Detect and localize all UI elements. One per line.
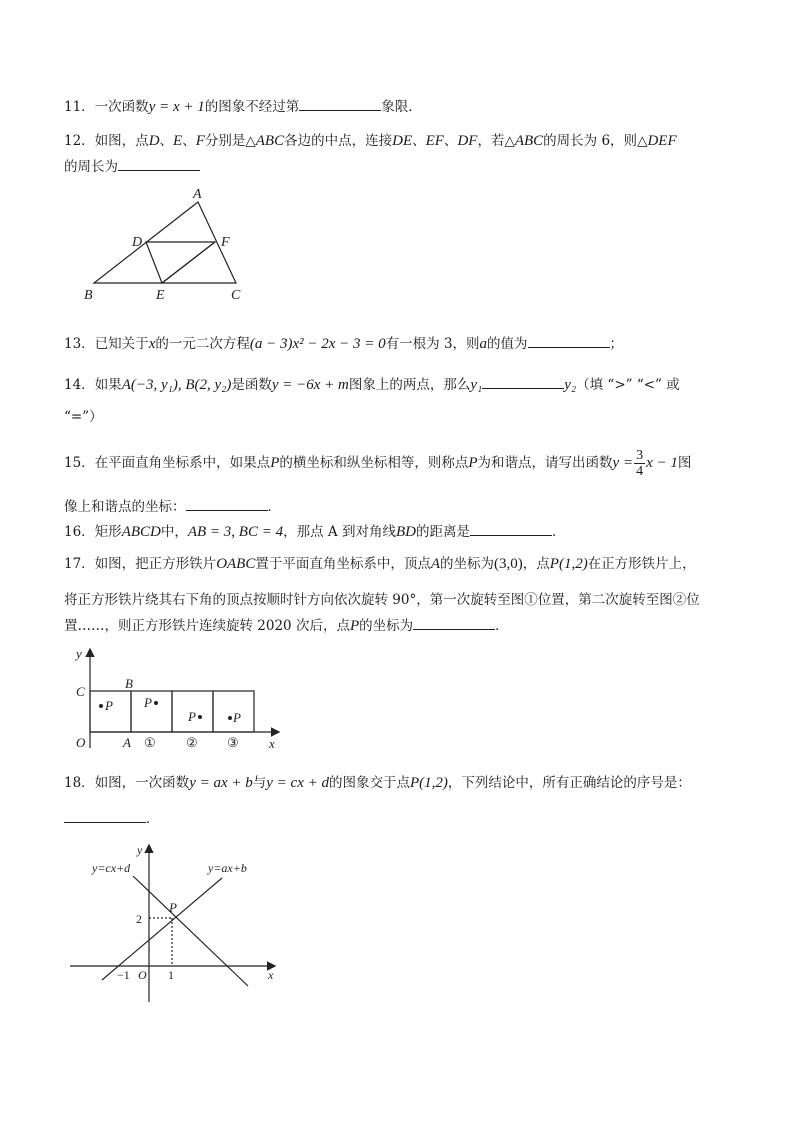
- segment: DF: [457, 133, 478, 149]
- function-expression: y = ax + b: [189, 775, 253, 791]
- line-ax-plus-b: [102, 878, 222, 980]
- text: ；: [609, 336, 624, 352]
- triangle-name: DEF: [647, 133, 677, 149]
- variable: P: [468, 455, 478, 471]
- label-y: y: [137, 843, 143, 857]
- label-p-1: P: [144, 695, 152, 710]
- question-12: [64, 130, 744, 152]
- points: A(−3, y₁), B(2, y₂): [121, 377, 232, 393]
- label-p-original: P: [105, 698, 113, 713]
- text: 的图象交于点: [328, 775, 410, 791]
- text: ．: [495, 618, 509, 634]
- square-name: OABC: [216, 556, 256, 572]
- answer-blank: [528, 333, 610, 348]
- function-lhs: y =: [612, 455, 634, 471]
- text: 中，: [160, 524, 188, 540]
- lines-figure: [64, 840, 288, 1008]
- answer-blank: [64, 808, 146, 823]
- text: 分别是: [204, 133, 246, 149]
- text: ．: [146, 811, 160, 827]
- fraction: [634, 448, 645, 479]
- text: 置于平面直角坐标系中，顶点: [255, 556, 431, 572]
- coordinate: P(1,2): [549, 556, 588, 572]
- coordinate: P(1,2): [409, 775, 448, 791]
- text: 如图，点: [94, 133, 149, 149]
- label-position-1: ①: [144, 735, 156, 750]
- variable: y₂: [564, 377, 577, 393]
- text: 与: [252, 775, 267, 791]
- text: ，若: [477, 133, 505, 149]
- equation: (a − 3)x² − 2x − 3 = 0: [249, 336, 386, 352]
- segment: EF: [425, 133, 444, 149]
- question-15-line2: [64, 496, 744, 518]
- question-17: [64, 553, 744, 575]
- text: 的一元二次方程: [155, 336, 250, 352]
- question-number: 18．: [64, 775, 95, 791]
- point-label: E: [173, 133, 183, 149]
- answer-blank: [186, 496, 268, 511]
- point-p-1: [154, 701, 158, 705]
- tick-label-2: 2: [136, 912, 142, 926]
- text: 置……，则正方形铁片连续旋转 2020 次后，点: [64, 618, 350, 634]
- label-c: C: [76, 684, 85, 699]
- text: ．: [551, 524, 566, 540]
- label-d: D: [132, 235, 143, 250]
- fraction-numerator: 3: [636, 448, 644, 463]
- label-a: A: [123, 735, 131, 750]
- text: 、: [159, 133, 174, 149]
- label-x: x: [269, 736, 275, 751]
- text: 的值为: [487, 336, 528, 352]
- question-number: 12．: [64, 133, 95, 149]
- tick-label-neg1: −1: [117, 968, 130, 982]
- text: 的周长为 6，则: [543, 133, 638, 149]
- question-17-line2: [64, 589, 744, 611]
- segment-fe: [162, 242, 215, 283]
- label-p-3: P: [233, 710, 241, 725]
- segment: DE: [392, 133, 413, 149]
- triangle-symbol: △: [245, 133, 256, 149]
- text: 图: [677, 455, 692, 471]
- text: 矩形: [94, 524, 122, 540]
- label-p-2: P: [188, 709, 196, 724]
- text: 像上和谐点的坐标：: [64, 499, 186, 515]
- text: 一次函数: [94, 99, 149, 115]
- fraction-denominator: 4: [636, 464, 644, 479]
- tick-label-1: 1: [168, 968, 174, 982]
- text: 的横坐标和纵坐标相等，则称点: [279, 455, 469, 471]
- label-position-2: ②: [186, 735, 198, 750]
- text: ，下列结论中，所有正确结论的序号是：: [447, 775, 691, 791]
- text: 已知关于: [94, 336, 149, 352]
- question-number: 17．: [64, 556, 95, 572]
- label-e: E: [156, 288, 165, 303]
- question-number: 13．: [64, 336, 95, 352]
- question-14-line2: [64, 406, 744, 428]
- text: 的坐标为: [440, 556, 495, 572]
- label-x: x: [268, 968, 274, 982]
- text: 在正方形铁片上，: [587, 556, 696, 572]
- question-number: 14．: [64, 377, 95, 393]
- function-expression: y = cx + d: [266, 775, 329, 791]
- text: 图象上的两点，那么: [348, 377, 471, 393]
- label-c: C: [231, 288, 241, 303]
- function-expression: y = x + 1: [148, 99, 205, 115]
- text: ．: [267, 499, 281, 515]
- text: 如图，一次函数: [94, 775, 190, 791]
- text: 在平面直角坐标系中，如果点: [94, 455, 271, 471]
- segment: BD: [395, 524, 416, 540]
- variable: P: [349, 618, 360, 634]
- triangle-symbol: △: [637, 133, 648, 149]
- label-o: O: [138, 968, 147, 982]
- coordinate: (3,0): [494, 556, 523, 572]
- label-line-cx-plus-d: y=cx+d: [92, 861, 131, 875]
- function-expression: y = −6x + m: [271, 377, 349, 393]
- answer-blank: [299, 96, 381, 111]
- text: “=”）: [64, 409, 103, 425]
- point-p-3: [228, 716, 232, 720]
- point-p-2: [198, 715, 202, 719]
- question-13: [64, 333, 744, 355]
- question-14: [64, 374, 744, 396]
- triangle-def: [146, 242, 215, 283]
- answer-blank: [413, 615, 495, 630]
- question-15: [64, 446, 744, 480]
- question-17-line3: [64, 615, 744, 637]
- text: 象限．: [381, 99, 422, 115]
- triangle-figure: [80, 182, 250, 304]
- function-rhs: x − 1: [646, 455, 678, 471]
- question-12-line2: [64, 156, 744, 178]
- text: ，那点 A 到对角线: [283, 524, 396, 540]
- text: （填 “>” “<” 或: [576, 377, 680, 393]
- triangle-name: ABC: [255, 133, 285, 149]
- label-a: A: [193, 187, 202, 202]
- label-y: y: [76, 646, 82, 661]
- text: 的坐标为: [359, 618, 414, 634]
- text: ，点: [522, 556, 550, 572]
- label-p: P: [169, 900, 177, 915]
- point-label: A: [430, 556, 441, 572]
- text: 是函数: [231, 377, 272, 393]
- point-label: D: [148, 133, 160, 149]
- text: 如图，把正方形铁片: [94, 556, 217, 572]
- text: 、: [182, 133, 196, 149]
- label-b: B: [84, 288, 93, 303]
- variable: x: [148, 336, 156, 352]
- line-cx-plus-d: [133, 876, 248, 986]
- text: 为和谐点，请写出函数: [477, 455, 613, 471]
- rectangle-name: ABCD: [121, 524, 161, 540]
- text: 的周长为: [64, 159, 118, 175]
- triangle-name: ABC: [514, 133, 544, 149]
- label-o: O: [76, 735, 86, 750]
- question-number: 16．: [64, 524, 95, 540]
- text: 将正方形铁片绕其右下角的顶点按顺时针方向依次旋转 90°，第一次旋转至图①位置，第二次旋转至图②位: [64, 592, 700, 608]
- answer-blank: [470, 521, 552, 536]
- rotation-figure: [64, 644, 286, 754]
- text: 各边的中点，连接: [284, 133, 393, 149]
- question-18-line2: [64, 808, 744, 830]
- label-line-ax-plus-b: y=ax+b: [208, 861, 247, 875]
- given-values: AB = 3, BC = 4: [187, 524, 284, 540]
- question-number: 15．: [64, 455, 95, 471]
- triangle-symbol: △: [504, 133, 515, 149]
- text: 的图象不经过第: [204, 99, 300, 115]
- variable: a: [479, 336, 488, 352]
- variable: P: [270, 455, 280, 471]
- question-18: [64, 772, 744, 794]
- text: 如果: [94, 377, 122, 393]
- question-16: [64, 521, 744, 543]
- variable: y₁: [470, 377, 483, 393]
- point-label: F: [195, 133, 205, 149]
- answer-blank: [482, 374, 564, 389]
- label-position-3: ③: [227, 735, 239, 750]
- text: 、: [412, 133, 426, 149]
- text: 有一根为 3，则: [385, 336, 480, 352]
- text: 、: [443, 133, 458, 149]
- question-11: [64, 96, 744, 118]
- text: 的距离是: [415, 524, 470, 540]
- answer-blank: [118, 156, 200, 171]
- label-b: B: [125, 676, 133, 691]
- question-number: 11．: [64, 99, 95, 115]
- point-p-original: [99, 704, 103, 708]
- label-f: F: [221, 235, 230, 250]
